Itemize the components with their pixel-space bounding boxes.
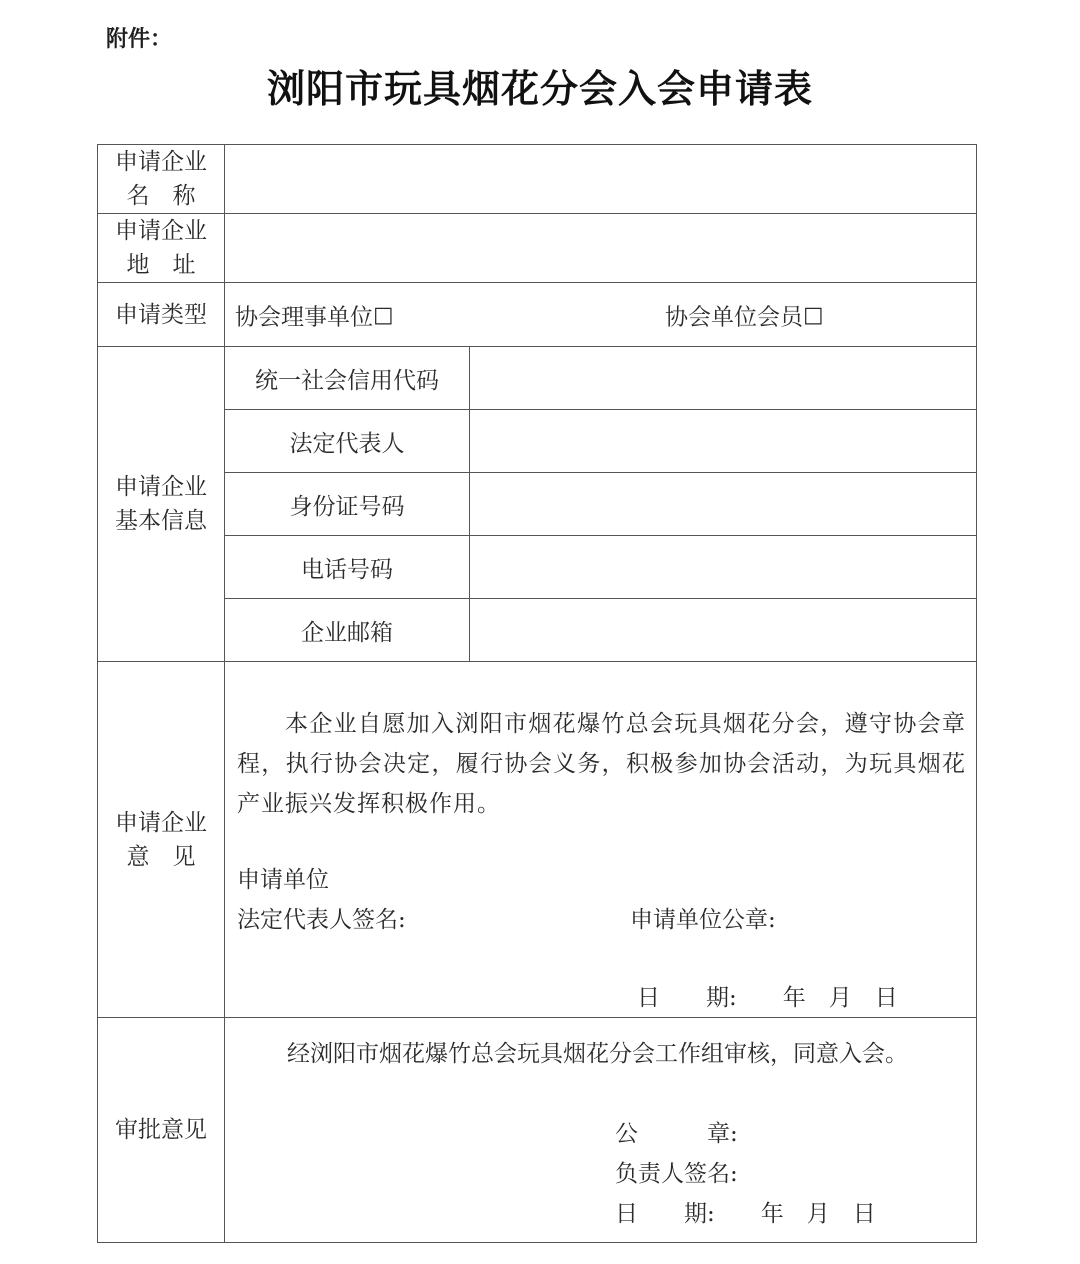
approval-cell bbox=[225, 1018, 977, 1243]
approval-signature-label[interactable]: 负责人签名: bbox=[615, 1161, 738, 1187]
legal-rep-signature-label[interactable]: 法定代表人签名: bbox=[237, 907, 406, 933]
approval-date-label[interactable]: 日 期: 年 月 日 bbox=[615, 1201, 876, 1227]
basic-info-row-phone bbox=[98, 536, 977, 599]
basic-info-row-credit-code bbox=[98, 347, 977, 410]
application-type-options bbox=[225, 283, 977, 347]
basic-info-label-line2: 基本信息 bbox=[115, 508, 207, 534]
opinion-statement: 本企业自愿加入浏阳市烟花爆竹总会玩具烟花分会，遵守协会章程，执行协会决定，履行协会义务，积极参加协会活动，为玩具烟花产业振兴发挥积极作用。 bbox=[237, 711, 966, 817]
company-opinion-label-line2: 意 见 bbox=[126, 843, 196, 870]
legal-representative-label: 法定代表人 bbox=[225, 410, 470, 473]
id-number-field[interactable] bbox=[470, 473, 977, 536]
option-director-unit[interactable]: 协会理事单位☐ bbox=[235, 304, 394, 330]
basic-info-row-legal-rep bbox=[98, 410, 977, 473]
attachment-label: 附件： bbox=[106, 27, 173, 52]
application-type-row bbox=[98, 283, 977, 347]
company-address-label bbox=[98, 214, 225, 283]
company-name-label-line1: 申请企业 bbox=[115, 149, 207, 175]
company-email-field[interactable] bbox=[470, 599, 977, 662]
basic-info-label-line1: 申请企业 bbox=[115, 474, 207, 500]
credit-code-field[interactable] bbox=[470, 347, 977, 410]
form-title: 浏阳市玩具烟花分会入会申请表 bbox=[266, 67, 813, 111]
company-address-label-line2: 地 址 bbox=[126, 252, 196, 278]
applicant-unit-label: 申请单位 bbox=[237, 867, 329, 893]
company-name-label bbox=[98, 145, 225, 214]
credit-code-label: 统一社会信用代码 bbox=[225, 347, 470, 410]
company-name-label-line2: 名 称 bbox=[126, 183, 196, 209]
company-opinion-cell bbox=[225, 662, 977, 1018]
application-form-table bbox=[97, 144, 977, 1243]
phone-number-label: 电话号码 bbox=[225, 536, 470, 599]
company-name-field[interactable] bbox=[225, 145, 977, 214]
id-number-label: 身份证号码 bbox=[225, 473, 470, 536]
company-opinion-label-line1: 申请企业 bbox=[115, 809, 207, 836]
applicant-seal-label[interactable]: 申请单位公章: bbox=[630, 907, 776, 933]
basic-info-row-email bbox=[98, 599, 977, 662]
approval-seal-label[interactable]: 公 章: bbox=[615, 1121, 738, 1147]
company-opinion-row bbox=[98, 662, 977, 1018]
phone-number-field[interactable] bbox=[470, 536, 977, 599]
approval-row bbox=[98, 1018, 977, 1243]
company-name-row bbox=[98, 145, 977, 214]
opinion-date-label[interactable]: 日 期: 年 月 日 bbox=[637, 985, 898, 1011]
approval-statement: 经浏阳市烟花爆竹总会玩具烟花分会工作组审核，同意入会。 bbox=[287, 1041, 908, 1067]
basic-info-label bbox=[98, 347, 225, 662]
approval-label: 审批意见 bbox=[98, 1018, 225, 1243]
legal-representative-field[interactable] bbox=[470, 410, 977, 473]
company-address-row bbox=[98, 214, 977, 283]
company-address-label-line1: 申请企业 bbox=[115, 218, 207, 244]
application-type-label: 申请类型 bbox=[98, 283, 225, 347]
option-member-unit[interactable]: 协会单位会员☐ bbox=[665, 304, 824, 330]
basic-info-row-id-number bbox=[98, 473, 977, 536]
company-address-field[interactable] bbox=[225, 214, 977, 283]
company-email-label: 企业邮箱 bbox=[225, 599, 470, 662]
company-opinion-label bbox=[98, 662, 225, 1018]
